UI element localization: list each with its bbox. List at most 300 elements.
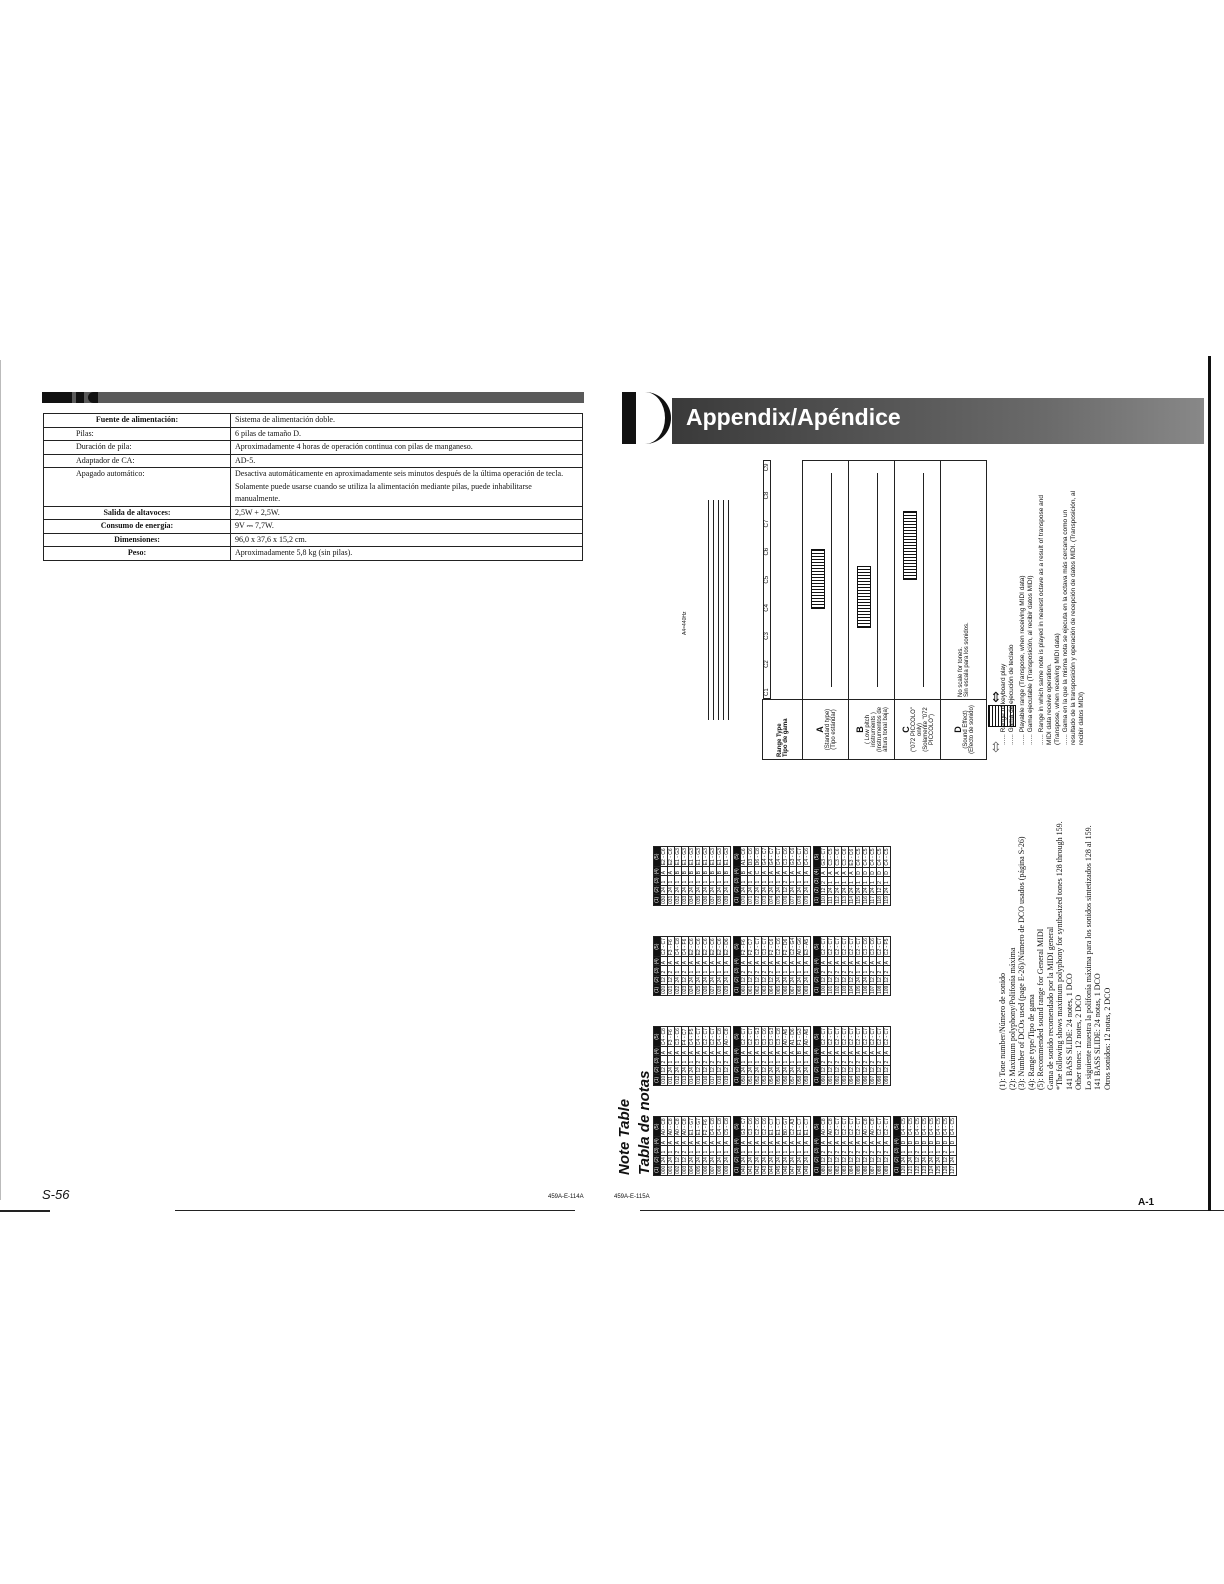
range-type-letter: B: [854, 726, 865, 733]
tone-cell: A: [748, 1047, 755, 1056]
tone-cell: 1: [797, 1146, 804, 1155]
tone-cell: C3 - C6: [762, 1028, 768, 1046]
tone-cell: 1: [661, 1146, 668, 1155]
tone-row: [762, 1026, 769, 1085]
tone-cell: 015: [696, 1075, 702, 1084]
octave-label: C1: [763, 688, 770, 696]
tone-cell: 121: [908, 1165, 914, 1174]
tone-row: [790, 936, 797, 995]
tone-cell: E1 - C7: [797, 1116, 804, 1137]
tone-table-header: (2): [654, 1156, 660, 1163]
tone-row: [675, 1027, 682, 1086]
tone-table-header: (4): [654, 1138, 660, 1145]
tone-row: [835, 1027, 842, 1086]
tone-row: [724, 1117, 731, 1176]
tone-cell: 2: [877, 1146, 884, 1155]
tone-cell: 1: [748, 876, 755, 885]
tone-cell: C4 - C5: [943, 1118, 949, 1136]
tone-cell: 030: [661, 895, 667, 904]
tone-cell: 1: [797, 1056, 804, 1065]
tone-cell: 1: [675, 876, 682, 885]
tone-cell: 24: [922, 1155, 929, 1164]
tone-row: [884, 847, 891, 906]
tone-cell: B: [797, 1047, 804, 1056]
tone-cell: A: [870, 1137, 877, 1146]
tone-cell: D: [870, 867, 877, 876]
tone-cell: F2 - F6: [741, 936, 748, 957]
tone-cell: A: [682, 957, 689, 966]
tone-cell: A: [724, 1137, 731, 1146]
tone-cell: A0 - C8: [724, 1028, 730, 1046]
tone-cell: C4 - C5: [922, 1118, 928, 1136]
tone-cell: D: [922, 1137, 929, 1146]
tone-table-header: (3): [654, 1057, 660, 1064]
tone-cell: 034: [689, 895, 695, 904]
spec-label: Dimensiones:: [44, 533, 231, 547]
tone-cell: A: [870, 957, 877, 966]
tone-table-header: (2): [654, 976, 660, 983]
tone-table-header: (1): [814, 984, 821, 995]
tone-cell: 045: [776, 1165, 782, 1174]
tone-cell: A: [741, 1047, 748, 1056]
tone-cell: C2 - C7: [835, 1028, 841, 1046]
tone-cell: 2: [710, 1056, 717, 1065]
tone-row: [797, 846, 804, 905]
tone-row: [776, 846, 783, 905]
tone-cell: D6 - C8: [755, 848, 761, 866]
range-bar-cell: [895, 461, 941, 700]
tone-cell: A: [842, 957, 849, 966]
tone-cell: 24: [703, 975, 710, 984]
tone-row: [689, 1027, 696, 1086]
tone-table-header: (5): [734, 846, 741, 867]
tone-cell: 069: [804, 985, 810, 994]
footnotes: [998, 790, 1112, 1090]
tone-cell: 011: [668, 1076, 674, 1084]
tone-cell: A: [668, 1047, 675, 1056]
footnote-line: Other tones: 12 notes, 2 DCO: [1074, 994, 1083, 1090]
tone-cell: 2: [884, 1056, 891, 1065]
tone-cell: 057: [790, 1075, 796, 1084]
tone-cell: 24: [769, 885, 776, 894]
tone-cell: 067: [790, 985, 796, 994]
tone-cell: C5 - C8: [724, 1118, 730, 1136]
footer-rule: [640, 1210, 1224, 1211]
tone-cell: A: [762, 957, 769, 966]
tone-cell: 059: [804, 1075, 810, 1084]
tone-cell: A: [783, 867, 790, 876]
tone-cell: 12: [842, 1065, 849, 1074]
tone-row: [769, 846, 776, 905]
tone-cell: E2 - C6: [689, 938, 695, 956]
tone-cell: 1: [776, 1056, 783, 1065]
footnote-line: Otros sonidos: 12 notas, 2 DCO: [1102, 987, 1112, 1090]
tone-row: [762, 846, 769, 905]
tone-cell: F2 - F6: [703, 1117, 710, 1137]
tone-row: [668, 1117, 675, 1176]
tone-cell: 12: [724, 1065, 731, 1074]
tone-cell: E2 - D6: [724, 938, 730, 956]
tone-table-header: (1): [654, 1074, 661, 1085]
tone-row: [668, 937, 675, 996]
tone-cell: 24: [741, 1065, 748, 1074]
tone-cell: 025: [696, 985, 702, 994]
tone-cell: E2 - C6: [668, 848, 674, 866]
spec-row: [44, 427, 583, 441]
tone-cell: 2: [821, 876, 828, 885]
legend-item: ...... Range of keyboard play ...... Gama de ejecución de teclado: [1000, 644, 1015, 745]
tone-cell: 1: [724, 966, 731, 975]
tone-cell: 1: [741, 1056, 748, 1065]
tone-cell: C2 - C7: [856, 938, 862, 956]
range-row: [803, 461, 849, 760]
tone-row: [821, 847, 828, 906]
octave-label: C8: [763, 491, 770, 500]
tone-cell: E2 - C6: [661, 848, 667, 866]
tone-cell: 089: [884, 1165, 890, 1174]
tone-row: [835, 937, 842, 996]
tone-cell: G4 - C7: [762, 847, 768, 866]
octave-label: C6: [763, 547, 770, 556]
tone-cell: C4 - C5: [870, 848, 876, 866]
tone-row: [710, 847, 717, 906]
tone-cell: A: [842, 1137, 849, 1146]
tone-cell: 24: [741, 1155, 748, 1164]
tone-cell: 2: [724, 1056, 731, 1065]
tone-row: [863, 1027, 870, 1086]
tone-cell: A: [842, 1047, 849, 1056]
tone-table-header: (3): [654, 967, 660, 974]
tone-cell: C3 - C6: [870, 938, 876, 956]
tone-row: [842, 1117, 849, 1176]
tone-cell: 1: [696, 876, 703, 885]
tone-cell: 24: [783, 1065, 790, 1074]
tone-cell: F3 - F6: [668, 937, 675, 957]
tone-cell: C2 - C7: [748, 1028, 754, 1046]
tone-cell: 050: [741, 1075, 747, 1084]
tone-cell: D: [915, 1137, 922, 1146]
tone-cell: 016: [703, 1075, 709, 1084]
tone-row: [783, 846, 790, 905]
tone-row: [741, 1026, 748, 1085]
tone-cell: 2: [884, 1146, 891, 1155]
spec-label: Consumo de energía:: [44, 520, 231, 534]
tone-cell: E2 - C6: [696, 938, 702, 956]
tone-cell: 068: [797, 985, 803, 994]
tone-cell: 1: [790, 966, 797, 975]
tone-cell: 24: [828, 885, 835, 894]
tone-cell: 1: [696, 966, 703, 975]
tone-cell: B: [689, 867, 696, 876]
tone-cell: 1: [689, 876, 696, 885]
tone-table-header: (4): [814, 1138, 820, 1145]
tone-row: [950, 1117, 957, 1176]
tone-cell: 2: [842, 966, 849, 975]
spec-value: Aproximadamente 4 horas de operación continua con pilas de manganeso.: [231, 441, 583, 455]
tone-cell: F4 - C7: [682, 1027, 689, 1047]
tone-cell: 24: [675, 975, 682, 984]
tone-cell: 088: [877, 1165, 883, 1174]
tone-cell: 1: [682, 1056, 689, 1065]
tone-cell: 24: [748, 885, 755, 894]
tone-cell: 002: [675, 1165, 681, 1174]
tone-row: [790, 1026, 797, 1085]
tone-cell: 2: [762, 1056, 769, 1065]
footer-rule: [175, 1210, 575, 1211]
tone-cell: A: [828, 1137, 835, 1146]
tone-cell: C4 - C5: [856, 848, 862, 866]
tone-row: [689, 847, 696, 906]
tone-row: [661, 847, 668, 906]
tone-row: [828, 1117, 835, 1176]
tone-row: [755, 846, 762, 905]
tone-row: [710, 1117, 717, 1176]
tone-cell: 24: [675, 885, 682, 894]
tone-cell: A: [755, 1047, 762, 1056]
tone-cell: 2: [849, 1146, 856, 1155]
tone-cell: 047: [790, 1165, 796, 1174]
tone-cell: 24: [689, 975, 696, 984]
tone-cell: A: [797, 867, 804, 876]
footnote-line: Lo siguiente muestra la polifonía máxima para los sonidos sintetizados 128 al 159.: [1083, 825, 1093, 1090]
tone-cell: A: [884, 1137, 891, 1146]
octave-labels: [763, 461, 771, 700]
tone-cell: 12: [849, 975, 856, 984]
tone-table-header: (4): [894, 1138, 900, 1145]
tone-cell: 1: [884, 876, 891, 885]
tone-cell: 2: [682, 1146, 689, 1155]
tone-cell: 1: [769, 1056, 776, 1065]
tone-row: [901, 1117, 908, 1176]
tone-cell: 24: [724, 885, 731, 894]
tone-cell: A: [776, 867, 783, 876]
tone-cell: 2: [877, 876, 884, 885]
tone-cell: D: [908, 1137, 915, 1146]
tone-row: [682, 1027, 689, 1086]
tone-cell: A: [703, 957, 710, 966]
tone-table-header: (1): [734, 1164, 741, 1175]
range-type-cell: [941, 700, 987, 760]
tone-table: [653, 936, 731, 996]
tone-cell: A: [769, 1047, 776, 1056]
tone-cell: 24: [856, 885, 863, 894]
tone-cell: 2: [696, 1056, 703, 1065]
tone-cell: 110: [821, 896, 827, 904]
tone-cell: A: [856, 1047, 863, 1056]
tone-cell: 12: [884, 1065, 891, 1074]
tone-cell: 029: [724, 985, 730, 994]
tone-cell: 066: [783, 985, 789, 994]
tone-cell: 1: [783, 1056, 790, 1065]
tone-row: [741, 1116, 748, 1175]
tone-cell: 060: [741, 985, 747, 994]
tone-table-header: (2): [654, 886, 660, 893]
tone-cell: A: [863, 957, 870, 966]
tone-cell: A: [783, 1137, 790, 1146]
tone-cell: A: [661, 867, 668, 876]
tone-cell: 2: [717, 1056, 724, 1065]
tone-row: [696, 937, 703, 996]
tone-row: [856, 1117, 863, 1176]
tone-row: [783, 936, 790, 995]
tone-row: [762, 1116, 769, 1175]
tone-cell: 12: [741, 975, 748, 984]
tone-row: [748, 1026, 755, 1085]
tone-cell: 027: [710, 985, 716, 994]
tone-cell: 125: [936, 1165, 942, 1174]
tone-row: [821, 1117, 828, 1176]
tone-row: [849, 1117, 856, 1176]
tone-cell: 1: [849, 876, 856, 885]
tone-row: [856, 847, 863, 906]
tone-cell: A: [797, 1137, 804, 1146]
tone-row: [842, 1027, 849, 1086]
tone-cell: 24: [849, 885, 856, 894]
tone-cell: D: [884, 867, 891, 876]
tone-cell: F1 - G3: [797, 1026, 804, 1047]
tone-cell: A: [776, 1047, 783, 1056]
tone-cell: 1: [724, 1146, 731, 1155]
tone-cell: A: [661, 1047, 668, 1056]
pitch-reference-label: A4=440Hz: [682, 611, 688, 635]
tone-cell: 049: [804, 1165, 810, 1174]
tone-cell: C2 - C7: [877, 1028, 883, 1046]
legend-item: ...... Playable range (Transpose, when receiving MIDI data) ...... Gama ejecutable (Transposición, al recibir datos MIDI): [1019, 575, 1034, 745]
tone-cell: C2 - C7: [884, 1028, 890, 1046]
tone-cell: 1: [769, 1146, 776, 1155]
tone-cell: A: [696, 957, 703, 966]
playable-range-arrow: [923, 473, 924, 687]
spec-row: [44, 441, 583, 455]
tone-cell: 014: [689, 1075, 695, 1084]
tone-cell: 1: [863, 966, 870, 975]
tone-cell: A: [741, 1137, 748, 1146]
tone-cell: 102: [835, 985, 841, 994]
range-type-cell: [849, 700, 895, 760]
tone-cell: 24: [870, 885, 877, 894]
keyboard-range-bar: [811, 549, 825, 608]
tone-cell: 1: [776, 966, 783, 975]
tone-cell: A: [849, 867, 856, 876]
tone-cell: A: [776, 957, 783, 966]
tone-cell: 107: [870, 985, 876, 994]
tone-cell: A: [682, 1137, 689, 1146]
tone-table: [733, 1026, 811, 1086]
tone-cell: C4 - C5: [915, 1118, 921, 1136]
tone-row: [929, 1117, 936, 1176]
tone-cell: 24: [661, 1155, 668, 1164]
tone-cell: 116: [863, 896, 869, 904]
tone-cell: 1: [689, 1146, 696, 1155]
tone-cell: 24: [936, 1155, 943, 1164]
spec-row: [44, 454, 583, 468]
tone-row: [908, 1117, 915, 1176]
tone-cell: 24: [790, 1065, 797, 1074]
tone-cell: A: [748, 957, 755, 966]
tone-cell: 12: [856, 1065, 863, 1074]
tone-cell: A: [703, 1137, 710, 1146]
tone-cell: 12: [835, 1155, 842, 1164]
tone-row: [863, 937, 870, 996]
tone-cell: E1 - G7: [689, 1118, 695, 1136]
tone-cell: C2 - C7: [856, 1118, 862, 1136]
range-type-desc: (Standard type) (Tipo estándar): [824, 708, 837, 751]
tone-cell: 12: [863, 1065, 870, 1074]
tone-table-header: (4): [654, 958, 660, 965]
tone-cell: E2 - C6: [717, 938, 723, 956]
tone-cell: 24: [724, 1155, 731, 1164]
tone-row: [717, 1027, 724, 1086]
tone-table-header: (4): [734, 958, 740, 965]
tone-cell: 075: [776, 895, 782, 904]
tone-cell: 2: [915, 1146, 922, 1155]
tone-cell: 24: [776, 975, 783, 984]
tone-row: [682, 937, 689, 996]
tone-row: [717, 847, 724, 906]
tone-cell: A: [856, 1137, 863, 1146]
tone-table-header: (4): [734, 868, 740, 875]
tone-cell: 100: [821, 985, 827, 994]
tone-cell: 24: [863, 885, 870, 894]
tone-table-header: (2): [734, 1066, 740, 1073]
range-bar-cell: [849, 461, 895, 700]
tone-cell: 105: [856, 985, 862, 994]
keyboard-range-bar: [903, 511, 917, 580]
tone-cell: A: [783, 1047, 790, 1056]
tone-table-header: (5): [814, 937, 821, 957]
tone-cell: A: [696, 1047, 703, 1056]
tone-cell: B: [703, 867, 710, 876]
tone-cell: 1: [696, 1146, 703, 1155]
tone-cell: C4 - C5: [863, 848, 869, 866]
tone-table-header: (5): [654, 1117, 661, 1137]
tone-cell: 073: [762, 895, 768, 904]
tone-row: [797, 1026, 804, 1085]
tone-table: [653, 1116, 731, 1176]
tone-cell: 108: [877, 985, 883, 994]
tone-cell: 122: [915, 1165, 921, 1174]
tone-table: [653, 1026, 731, 1086]
tone-cell: C2 - C7: [828, 1028, 834, 1046]
tone-row: [783, 1116, 790, 1175]
tone-cell: 052: [755, 1075, 761, 1084]
tone-cell: 24: [755, 1065, 762, 1074]
tone-cell: C4 - C5: [950, 1118, 956, 1136]
tone-cell: 24: [703, 1155, 710, 1164]
spec-value: 96,0 x 37,6 x 15,2 cm.: [231, 533, 583, 547]
tone-cell: C2 - C7: [842, 1118, 848, 1136]
tone-row: [842, 847, 849, 906]
tone-cell: 033: [682, 895, 688, 904]
tone-cell: 2: [661, 1056, 668, 1065]
tone-cell: C4 - C7: [797, 848, 803, 866]
tone-cell: 127: [950, 1165, 956, 1174]
tone-cell: 1: [835, 876, 842, 885]
tone-row: [741, 936, 748, 995]
tone-cell: 24: [668, 1065, 675, 1074]
tone-cell: 012: [675, 1075, 681, 1084]
tone-cell: 24: [884, 885, 891, 894]
tone-cell: 095: [856, 1075, 862, 1084]
tone-cell: 12: [783, 885, 790, 894]
tone-table-header: (5): [814, 847, 821, 868]
tone-cell: 12: [863, 1155, 870, 1164]
tone-cell: A: [821, 1047, 828, 1056]
tone-cell: 080: [821, 1165, 827, 1174]
tone-cell: 1: [717, 876, 724, 885]
tone-cell: 098: [877, 1075, 883, 1084]
tone-cell: 020: [661, 985, 667, 994]
